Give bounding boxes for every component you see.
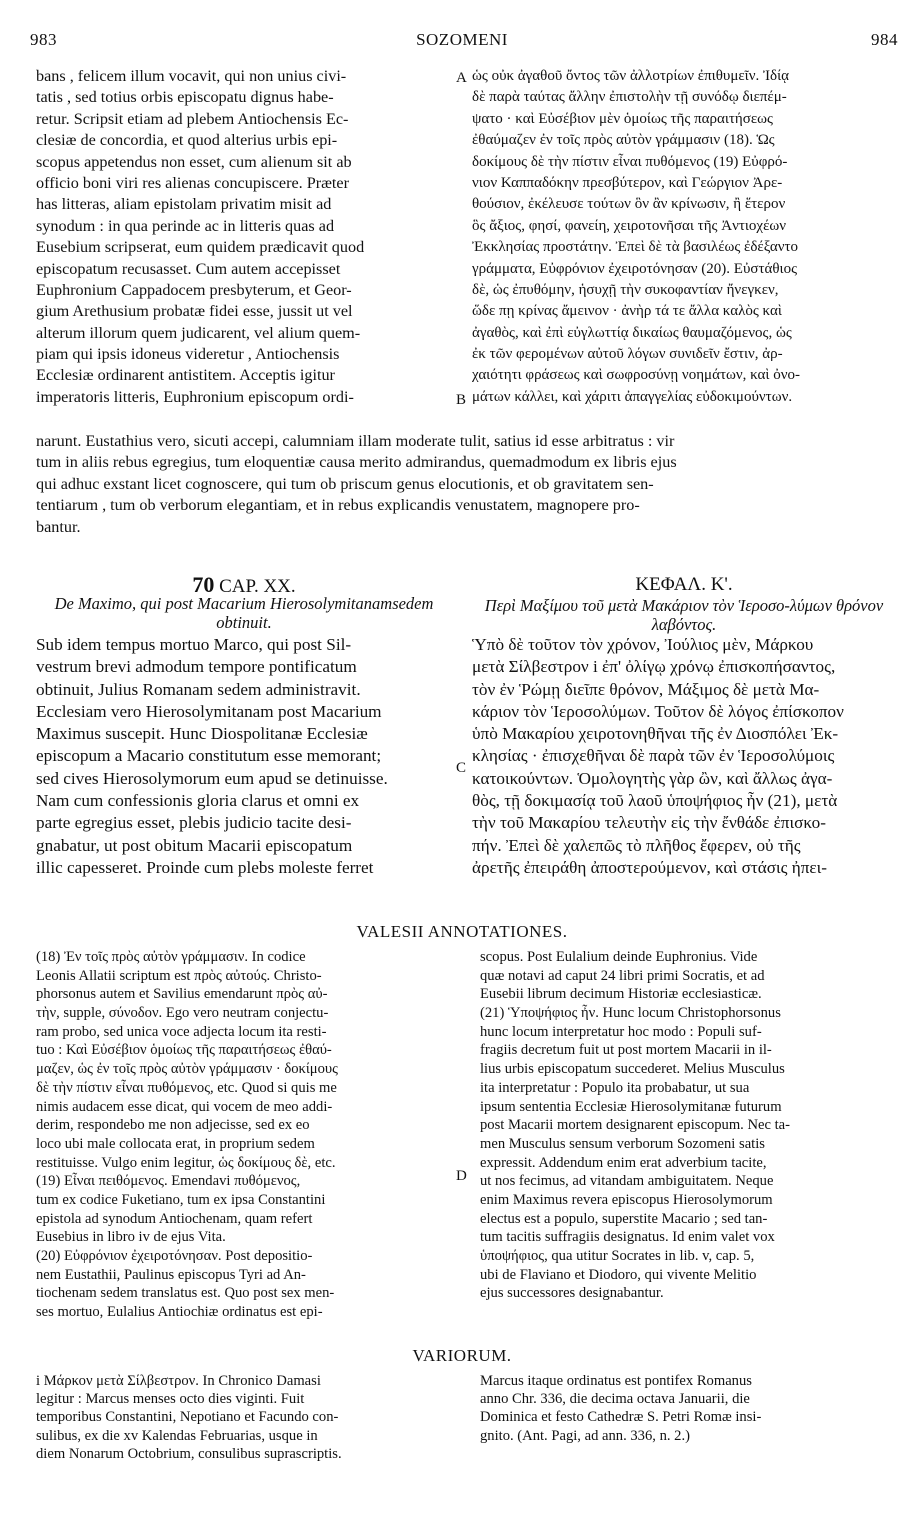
text-line: κατοικούντων. Ὁμολογητὴς γὰρ ὢν, καὶ ἄλλως ἀγα- — [472, 768, 833, 788]
text-line: vestrum brevi admodum tempore pontificatum — [36, 657, 357, 677]
text-line: δὲ παρὰ ταύτας ἄλλην ἐπιστολὴν τῇ συνόδῳ διεπέμ- — [472, 89, 787, 106]
note-line: Eusebii librum decimum Historiæ ecclesiasticæ. — [480, 986, 762, 1003]
note-line: gnito. (Ant. Pagi, ad ann. 336, n. 2.) — [480, 1427, 690, 1444]
annotations-right-column — [480, 948, 894, 1303]
note-line: (18) Ἐν τοῖς πρὸς αὐτὸν γράμμασιν. In codice — [36, 949, 306, 965]
note-line: tum ex codice Fuketiano, tum ex ipsa Constantini — [36, 1191, 326, 1208]
note-line: men Musculus sensum verborum Sozomeni satis — [480, 1135, 765, 1152]
text-line: qui adhuc exstant licet cognoscere, qui tum ob priscum genus elocutionis, et ob gravitatem sen- — [36, 474, 654, 493]
text-line: gnabatur, ut post obitum Macarii episcopatum — [36, 835, 353, 855]
running-title: SOZOMENI — [416, 30, 508, 49]
text-line: synodum : in qua perinde ac in litteris quas ad — [36, 216, 335, 235]
note-line: Dominica et festo Cathedræ S. Petri Romæ insi- — [480, 1409, 762, 1426]
text-line: Ecclesiæ ordinarent antistitem. Acceptis igitur — [36, 366, 335, 385]
chapter-text-latin — [36, 634, 452, 879]
chapter-text-greek — [472, 634, 896, 879]
text-line: Nam cum confessionis gloria clarus et omni ex — [36, 791, 360, 811]
text-line: tatis , sed totius orbis episcopatu dignus habe- — [36, 88, 334, 107]
note-line: ὑποψήφιος, qua utitur Socrates in lib. v, cap. 5, — [480, 1248, 755, 1264]
note-line: τὴν, supple, σύνοδον. Ego vero neutram conjectu- — [36, 1005, 329, 1022]
annotations-heading: VALESII ANNOTATIONES. — [356, 922, 568, 941]
latin-text-top — [36, 66, 452, 408]
note-line: enim Maximus revera episcopus Hierosolymorum — [480, 1191, 773, 1208]
text-line: tentiarum , tum ob verborum elegantiam, et in rebus explicandis venustatem, magnopere pro- — [36, 496, 640, 515]
text-line: parte egregius esset, plebis judicio tacite desi- — [36, 813, 352, 833]
text-line: retur. Scripsit etiam ad plebem Antiochensis Ec- — [36, 109, 349, 128]
text-line: κάριον τὸν Ἱεροσολύμων. Τοῦτον δὲ λόγος ἐπίσκοπον — [472, 701, 844, 721]
text-line: imperatoris litteris, Euphronium episcopum ordi- — [36, 387, 354, 406]
note-line: tum tacitis suffragiis designatus. Id enim valet vox — [480, 1229, 775, 1246]
text-line: piam qui ipsis idoneus videretur , Antiochensis — [36, 345, 340, 364]
text-line: τὸν ἐν Ῥώμῃ διεῖπε θρόνον, Μάξιμος δὲ μετὰ Μα- — [472, 679, 820, 699]
chapter-title-greek — [472, 596, 896, 634]
text-line: θὸς, τῇ δοκιμασίᾳ τοῦ λαοῦ ὑποψήφιος ἦν (21), μετὰ — [472, 791, 838, 811]
note-line: derim, respondebo me non adjecisse, sed ex eo — [36, 1117, 310, 1134]
text-line: bantur. — [36, 517, 81, 536]
title-line: Περὶ Μαξίμου τοῦ μετὰ Μακάριον τὸν Ἱεροσο- — [484, 596, 790, 615]
text-line: ἐθαύμαζεν ἐν τοῖς πρὸς αὐτὸν γράμμασιν (18). Ὡς — [472, 132, 775, 149]
margin-letter-c: C — [456, 760, 467, 776]
text-line: scopus appetendus non esset, cum alienum sit ab — [36, 152, 352, 171]
page-number-right: 984 — [871, 30, 898, 49]
note-line: Leonis Allatii scriptum est πρὸς αὐτούς. Christo- — [36, 967, 322, 984]
note-line: (21) Ὑποψήφιος ἦν. Hunc locum Christophorsonus — [480, 1005, 781, 1022]
text-line: ἀγαθὸς, καὶ ἐπὶ εὐγλωττίᾳ δικαίως θαυμαζόμενος, ὡς — [472, 324, 792, 341]
margin-letter-b: B — [456, 392, 467, 408]
note-line: scopus. Post Eulalium deinde Euphronius. Vide — [480, 949, 758, 965]
note-line: temporibus Constantini, Nepotiano et Facundo con- — [36, 1409, 339, 1426]
text-line: ἐκ τῶν φερομένων αὐτοῦ λόγων συνιδεῖν ἔστιν, ἀρ- — [472, 346, 783, 363]
note-line: fragiis decretum fuit ut post mortem Macarii in il- — [480, 1042, 772, 1059]
text-line: illic capesseret. Proinde cum plebs moleste ferret — [36, 857, 374, 877]
note-line: Eusebius in libro iv de ejus Vita. — [36, 1229, 226, 1246]
greek-text-top — [472, 66, 896, 408]
text-line: ἀρετῆς ἐπειράθη ἀποστερούμενον, καὶ στάσις ἠπει- — [472, 857, 827, 877]
note-line: Marcus itaque ordinatus est pontifex Romanus — [480, 1373, 752, 1389]
text-line: Ἐκκλησίας προστάτην. Ἐπεὶ δὲ τὰ βασιλέως ἐδέξαντο — [472, 239, 799, 256]
text-line: θούσιον, ἐκέλευσε τούτων ὃν ἂν κρίνωσιν, ἢ ἕτερον — [472, 196, 786, 213]
note-line: tuo : Καὶ Εὐσέβιον ὁμοίως τῆς παραιτήσεως ἐθαύ- — [36, 1042, 332, 1059]
latin-text-continuation — [36, 431, 896, 538]
note-line: (19) Εἶναι πειθόμενος. Emendavi πυθόμενος, — [36, 1173, 301, 1190]
text-line: δὲ, ὡς ἐπυθόμην, ἡσυχῇ τὴν συκοφαντίαν ἤνεγκεν, — [472, 281, 779, 298]
note-line: anno Chr. 336, die decima octava Januarii, die — [480, 1391, 750, 1408]
text-line: μετὰ Σίλβεστρον i ἐπ' ὀλίγῳ χρόνῳ ἐπισκοπήσαντος, — [472, 657, 836, 677]
note-line: ram probo, sed unica voce adjecta locum ita resti- — [36, 1023, 327, 1040]
note-line: restituisse. Vulgo enim legitur, ὡς δοκίμους δὲ, etc. — [36, 1154, 336, 1171]
text-line: χαιότητι φράσεως καὶ σωφροσύνῃ νοημάτων, καὶ ὀνο- — [472, 367, 800, 384]
note-line: ses mortuo, Eulalius Antiochiæ ordinatus est epi- — [36, 1304, 323, 1321]
note-line: hunc locum interpretatur hoc modo : Populi suf- — [480, 1023, 762, 1040]
note-line: lius urbis episcopatum succederet. Melius Musculus — [480, 1061, 785, 1078]
chapter-title-latin — [36, 594, 452, 632]
note-line: diem Nonarum Octobrium, consulibus suprascriptis. — [36, 1445, 342, 1462]
text-line: has litteras, aliam epistolam privatim misit ad — [36, 195, 332, 214]
text-line: Eusebium scripserat, eum quidem prædicavit quod — [36, 238, 365, 257]
note-line: tiochenam sedem translatus est. Quo post sex men- — [36, 1285, 335, 1302]
note-line: legitur : Marcus menses octo dies viginti. Fuit — [36, 1391, 305, 1408]
page-number-left: 983 — [30, 30, 57, 49]
text-line: sed cives Hierosolymorum eum apud se detinuisse. — [36, 768, 388, 788]
margin-letter-d: D — [456, 1168, 467, 1184]
chapter-label-latin: CAP. XX. — [219, 576, 296, 597]
text-line: episcopatum recusasset. Cum autem accepisset — [36, 259, 341, 278]
text-line: δοκίμους δὲ τὴν πίστιν εἶναι πυθόμενος (19) Εὐφρό- — [472, 153, 788, 170]
note-line: quæ notavi ad caput 24 libri primi Socratis, et ad — [480, 967, 765, 984]
title-line: sedem obtinuit. — [216, 594, 434, 632]
note-line: ut nos fecimus, ad vitandam ambiguitatem. Neque — [480, 1173, 774, 1190]
note-line: sulibus, ex die xv Kalendas Februarias, usque in — [36, 1427, 318, 1444]
annotations-left-column — [36, 948, 454, 1322]
text-line: gium Arethusium probatæ fidei esse, jussit ut vel — [36, 302, 353, 321]
text-line: bans , felicem illum vocavit, qui non unius civi- — [36, 67, 347, 85]
note-line: loco ubi male collocata erat, in proprium sedem — [36, 1135, 315, 1152]
note-line: δὲ τὴν πίστιν εἶναι πυθόμενος, etc. Quod si quis me — [36, 1079, 337, 1096]
text-line: ὡς οὐκ ἀγαθοῦ ὄντος τῶν ἀλλοτρίων ἐπιθυμεῖν. Ἰδίᾳ — [472, 68, 789, 84]
note-line: μαζεν, ὡς ἐν τοῖς πρὸς αὐτὸν γράμμασιν · δοκίμους — [36, 1061, 338, 1078]
text-line: alterum illorum quem judicarent, vel alium quem- — [36, 323, 361, 342]
text-line: τὴν τοῦ Μακαρίου τελευτὴν εἰς τὴν ἔνθάδε ἐπισκο- — [472, 813, 826, 833]
text-line: κλησίας · ἐπισχεθῆναι δὲ παρὰ τῶν ἐν Ἱεροσολύμοις — [472, 746, 835, 766]
margin-letter-a: A — [456, 70, 467, 86]
note-line: nem Eustathii, Paulinus episcopus Tyri ad An- — [36, 1266, 306, 1283]
chapter-section-number: 70 — [192, 572, 215, 597]
note-line: nimis audacem esse dicat, qui vocem de meo addi- — [36, 1098, 333, 1115]
variorum-left-column — [36, 1372, 454, 1463]
text-line: ὑπὸ Μακαρίου χειροτονηθῆναι τῆς ἐν Διοσπόλει Ἐκ- — [472, 724, 839, 744]
text-line: μάτων κάλλει, καὶ χάριτι ἀπαγγελίας εὐδοκιμούντων. — [472, 388, 793, 405]
note-line: ejus successores designabantur. — [480, 1285, 664, 1302]
note-line: ipsum sententia Ecclesiæ Hierosolymitanæ futurum — [480, 1098, 782, 1115]
text-line: πήν. Ἐπεὶ δὲ χαλεπῶς τὸ πλῆθος ἔφερεν, οὐ τῆς — [472, 835, 801, 855]
text-line: Maximus suscepit. Hunc Diospolitanæ Ecclesiæ — [36, 724, 368, 744]
text-line: ψατο · καὶ Εὐσέβιον μὲν ὁμοίως τῆς παραιτήσεως — [472, 110, 773, 127]
note-line: (20) Εὐφρόνιον ἐχειροτόνησαν. Post depositio- — [36, 1248, 313, 1264]
text-line: Sub idem tempus mortuo Marco, qui post Sil- — [36, 635, 352, 654]
note-line: ita interpretatur : Populo ita probabatur, ut sua — [480, 1079, 750, 1096]
text-line: Euphronium Cappadocem presbyterum, et Geor- — [36, 280, 352, 299]
text-line: obtinuit, Julius Romanam sedem administravit. — [36, 679, 361, 699]
note-line: expressit. Addendum enim erat adverbium tacite, — [480, 1154, 767, 1171]
text-line: γράμματα, Εὐφρόνιον ἐχειροτόνησαν (20). Εὐστάθιος — [472, 260, 798, 277]
title-line: λύμων θρόνον λαβόντος. — [651, 596, 884, 634]
text-line: episcopum a Macario constitutum esse memorant; — [36, 746, 382, 766]
text-line: narunt. Eustathius vero, sicuti accepi, calumniam illam moderate tulit, satius id esse arbitratus : vir — [36, 432, 675, 450]
note-line: phorsonus autem et Savilius emendarunt πρὸς αὐ- — [36, 986, 328, 1003]
text-line: ὥδε πῃ κρίνας ἄμεινον · ἀνὴρ τά τε ἄλλα καλὸς καὶ — [472, 303, 782, 320]
chapter-heading-greek: ΚΕΦΑΛ. Κ'. — [635, 574, 733, 595]
variorum-right-column — [480, 1372, 894, 1445]
note-line: post Macarii mortem designarent episcopum. Nec ta- — [480, 1117, 791, 1134]
text-line: tum in aliis rebus egregius, tum eloquentiæ causa merito admirandus, quemadmodum ex libris ejus — [36, 453, 677, 472]
text-line: Ecclesiam vero Hierosolymitanam post Macarium — [36, 701, 382, 721]
variorum-heading: VARIORUM. — [412, 1346, 512, 1365]
note-line: epistola ad synodum Antiochenam, quam refert — [36, 1210, 313, 1227]
note-line: ubi de Flaviano et Diodoro, qui vivente Melitio — [480, 1266, 757, 1283]
text-line: ὃς ἄξιος, φησί, φανείη, χειροτονῆσαι τῆς Ἀντιοχέων — [472, 217, 787, 234]
note-line: i Μάρκον μετὰ Σίλβεστρον. In Chronico Damasi — [36, 1373, 321, 1389]
title-line: De Maximo, qui post Macarium Hierosolymitanam — [54, 594, 393, 613]
text-line: officio boni viri res alienas concupiscere. Præter — [36, 173, 350, 192]
text-line: νιον Καππαδόκην πρεσβύτερον, καὶ Γεώργιον Ἀρε- — [472, 174, 783, 191]
text-line: clesiæ de concordia, et quod alterius urbis epi- — [36, 131, 338, 150]
note-line: electus est a populo, superstite Macario ; sed tan- — [480, 1210, 768, 1227]
text-line: Ὑπὸ δὲ τοῦτον τὸν χρόνον, Ἰούλιος μὲν, Μάρκου — [472, 635, 814, 654]
